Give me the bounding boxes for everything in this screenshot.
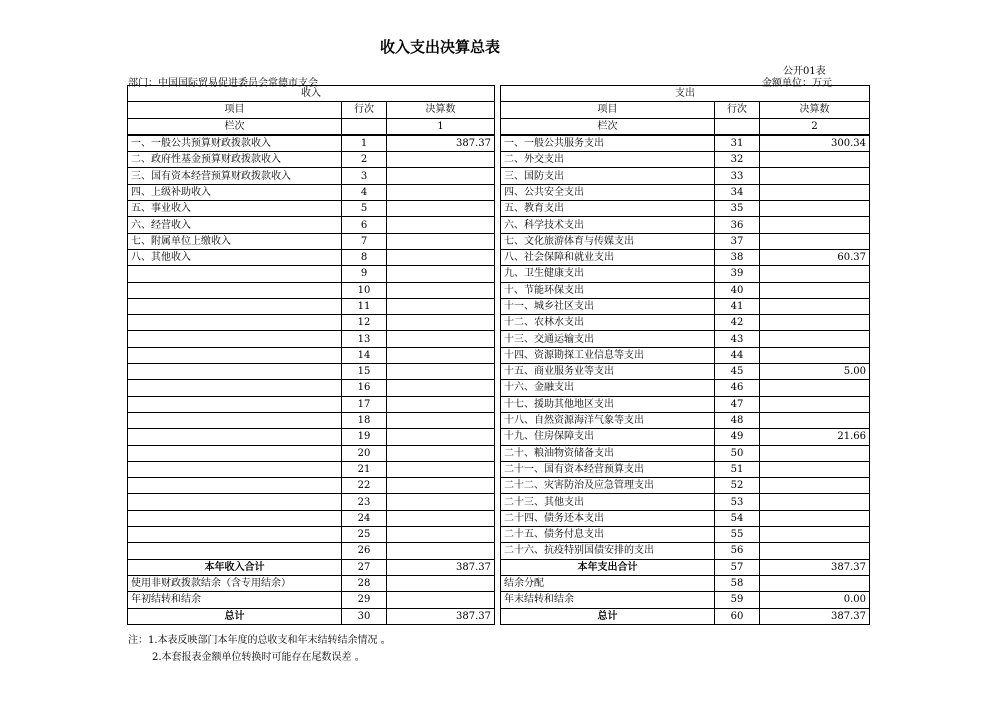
expense-item: 六、科学技术支出 <box>501 217 715 233</box>
expense-item: 四、公共安全支出 <box>501 184 715 200</box>
department-label: 部门：中国国际贸易促进委员会常德市支会 <box>128 78 318 89</box>
table-row <box>128 461 870 477</box>
expense-amount <box>760 168 870 184</box>
expense-seq: 58 <box>715 575 760 591</box>
income-amount <box>387 249 495 265</box>
expense-item: 十八、自然资源海洋气象等支出 <box>501 412 715 428</box>
income-amount <box>387 380 495 396</box>
table-row <box>128 608 870 624</box>
income-item: 二、政府性基金预算财政拨款收入 <box>128 152 342 168</box>
income-seq: 21 <box>342 461 387 477</box>
income-amount <box>387 412 495 428</box>
expense-seq: 51 <box>715 461 760 477</box>
expense-amount <box>760 331 870 347</box>
income-seq: 6 <box>342 217 387 233</box>
table-row <box>128 217 870 233</box>
expense-amount <box>760 233 870 249</box>
table-row <box>128 331 870 347</box>
expense-item: 十五、商业服务业等支出 <box>501 364 715 380</box>
income-item <box>128 461 342 477</box>
income-amount <box>387 461 495 477</box>
expense-section-header: 支出 <box>501 86 870 102</box>
income-item <box>128 266 342 282</box>
table-row <box>128 412 870 428</box>
income-seq: 20 <box>342 445 387 461</box>
expense-item: 二、外交支出 <box>501 152 715 168</box>
income-seq: 16 <box>342 380 387 396</box>
expense-item: 一、一般公共服务支出 <box>501 135 715 152</box>
income-seq: 23 <box>342 494 387 510</box>
expense-item: 二十五、债务付息支出 <box>501 527 715 543</box>
table-row <box>128 429 870 445</box>
expense-amount: 0.00 <box>760 592 870 608</box>
income-item <box>128 364 342 380</box>
income-item: 四、上级补助收入 <box>128 184 342 200</box>
expense-seq: 34 <box>715 184 760 200</box>
income-amount: 387.37 <box>387 608 495 624</box>
expense-seq: 59 <box>715 592 760 608</box>
expense-col-label: 栏次 <box>501 118 715 135</box>
income-item: 三、国有资本经营预算财政拨款收入 <box>128 168 342 184</box>
table-row <box>128 478 870 494</box>
income-seq: 25 <box>342 527 387 543</box>
expense-seq: 55 <box>715 527 760 543</box>
expense-amount <box>760 396 870 412</box>
expense-seq: 38 <box>715 249 760 265</box>
expense-seq: 40 <box>715 282 760 298</box>
income-seq: 27 <box>342 559 387 575</box>
expense-item: 七、文化旅游体育与传媒支出 <box>501 233 715 249</box>
table-row <box>128 201 870 217</box>
expense-amount <box>760 527 870 543</box>
table-row <box>128 249 870 265</box>
expense-seq: 57 <box>715 559 760 575</box>
form-number: 公开01表 <box>783 66 826 77</box>
expense-amount <box>760 445 870 461</box>
income-amount <box>387 364 495 380</box>
expense-seq: 48 <box>715 412 760 428</box>
table-row <box>128 559 870 575</box>
income-amount <box>387 575 495 591</box>
income-amount <box>387 445 495 461</box>
expense-amount: 300.34 <box>760 135 870 152</box>
expense-item: 三、国防支出 <box>501 168 715 184</box>
expense-item: 八、社会保障和就业支出 <box>501 249 715 265</box>
expense-item: 二十三、其他支出 <box>501 494 715 510</box>
income-amount <box>387 152 495 168</box>
column-number-row <box>128 118 870 135</box>
notes <box>128 632 391 666</box>
income-seq: 3 <box>342 168 387 184</box>
table-row <box>128 494 870 510</box>
income-seq: 10 <box>342 282 387 298</box>
income-item <box>128 478 342 494</box>
expense-amount <box>760 510 870 526</box>
income-item <box>128 315 342 331</box>
expense-seq: 56 <box>715 543 760 559</box>
expense-amount: 387.37 <box>760 608 870 624</box>
expense-item: 十三、交通运输支出 <box>501 331 715 347</box>
income-col-number: 1 <box>387 118 495 135</box>
expense-seq: 50 <box>715 445 760 461</box>
income-item-header: 项目 <box>128 102 342 118</box>
expense-seq: 53 <box>715 494 760 510</box>
table-row <box>128 396 870 412</box>
expense-item: 十九、住房保障支出 <box>501 429 715 445</box>
income-item <box>128 412 342 428</box>
expense-item: 总计 <box>501 608 715 624</box>
income-item <box>128 380 342 396</box>
income-seq: 11 <box>342 298 387 314</box>
expense-item: 十二、农林水支出 <box>501 315 715 331</box>
expense-item: 十、节能环保支出 <box>501 282 715 298</box>
expense-seq: 33 <box>715 168 760 184</box>
expense-seq: 37 <box>715 233 760 249</box>
note-1: 注：1.本表反映部门本年度的总收支和年末结转结余情况 。 <box>128 635 391 646</box>
income-item: 一、一般公共预算财政拨款收入 <box>128 135 342 152</box>
expense-amount <box>760 380 870 396</box>
income-amount <box>387 543 495 559</box>
income-seq: 12 <box>342 315 387 331</box>
expense-item: 二十四、债务还本支出 <box>501 510 715 526</box>
table-row <box>128 266 870 282</box>
income-amount <box>387 266 495 282</box>
income-seq: 2 <box>342 152 387 168</box>
income-seq-header: 行次 <box>342 102 387 118</box>
income-amount <box>387 347 495 363</box>
expense-item: 年末结转和结余 <box>501 592 715 608</box>
income-item <box>128 298 342 314</box>
expense-item: 十六、金融支出 <box>501 380 715 396</box>
income-item: 七、附属单位上缴收入 <box>128 233 342 249</box>
expense-seq: 31 <box>715 135 760 152</box>
expense-item: 十七、援助其他地区支出 <box>501 396 715 412</box>
expense-item: 二十、粮油物资储备支出 <box>501 445 715 461</box>
expense-amount <box>760 478 870 494</box>
expense-amount <box>760 315 870 331</box>
expense-seq: 43 <box>715 331 760 347</box>
income-item <box>128 510 342 526</box>
unit-label: 金额单位：万元 <box>762 78 832 89</box>
income-item <box>128 331 342 347</box>
expense-seq-header: 行次 <box>715 102 760 118</box>
table-row <box>128 168 870 184</box>
income-amount: 387.37 <box>387 559 495 575</box>
expense-item-header: 项目 <box>501 102 715 118</box>
expense-amount-header: 决算数 <box>760 102 870 118</box>
table-row <box>128 298 870 314</box>
income-item: 六、经营收入 <box>128 217 342 233</box>
income-col-label: 栏次 <box>128 118 342 135</box>
table-row <box>128 184 870 200</box>
income-item: 总计 <box>128 608 342 624</box>
income-seq: 7 <box>342 233 387 249</box>
income-seq: 13 <box>342 331 387 347</box>
income-amount <box>387 201 495 217</box>
income-amount <box>387 510 495 526</box>
income-amount <box>387 494 495 510</box>
table-row <box>128 315 870 331</box>
expense-col-seq-empty <box>715 118 760 135</box>
expense-amount <box>760 412 870 428</box>
income-amount <box>387 331 495 347</box>
expense-amount: 387.37 <box>760 559 870 575</box>
expense-item: 结余分配 <box>501 575 715 591</box>
income-seq: 29 <box>342 592 387 608</box>
income-seq: 18 <box>342 412 387 428</box>
income-amount <box>387 429 495 445</box>
income-col-seq-empty <box>342 118 387 135</box>
expense-item: 十四、资源勘探工业信息等支出 <box>501 347 715 363</box>
expense-seq: 54 <box>715 510 760 526</box>
expense-seq: 52 <box>715 478 760 494</box>
table-row <box>128 282 870 298</box>
income-amount <box>387 396 495 412</box>
expense-seq: 41 <box>715 298 760 314</box>
income-item <box>128 282 342 298</box>
expense-seq: 42 <box>715 315 760 331</box>
income-amount <box>387 217 495 233</box>
column-header-row <box>128 102 870 118</box>
expense-item: 本年支出合计 <box>501 559 715 575</box>
income-seq: 26 <box>342 543 387 559</box>
income-amount <box>387 282 495 298</box>
income-section-header: 收入 <box>128 86 495 102</box>
income-seq: 24 <box>342 510 387 526</box>
income-seq: 9 <box>342 266 387 282</box>
table-row <box>128 510 870 526</box>
income-amount <box>387 168 495 184</box>
table-row <box>128 135 870 152</box>
table-row <box>128 380 870 396</box>
expense-seq: 49 <box>715 429 760 445</box>
income-amount <box>387 527 495 543</box>
income-seq: 22 <box>342 478 387 494</box>
table-row <box>128 575 870 591</box>
income-amount <box>387 478 495 494</box>
expense-item: 二十六、抗疫特别国债安排的支出 <box>501 543 715 559</box>
income-item: 五、事业收入 <box>128 201 342 217</box>
income-amount: 387.37 <box>387 135 495 152</box>
section-header-row <box>128 86 870 102</box>
income-item <box>128 396 342 412</box>
income-item <box>128 527 342 543</box>
income-item: 八、其他收入 <box>128 249 342 265</box>
table-row <box>128 364 870 380</box>
income-amount <box>387 298 495 314</box>
expense-item: 九、卫生健康支出 <box>501 266 715 282</box>
expense-seq: 35 <box>715 201 760 217</box>
expense-amount <box>760 266 870 282</box>
income-item <box>128 445 342 461</box>
expense-amount <box>760 543 870 559</box>
income-item: 年初结转和结余 <box>128 592 342 608</box>
income-seq: 30 <box>342 608 387 624</box>
expense-seq: 36 <box>715 217 760 233</box>
table-row <box>128 543 870 559</box>
income-item: 本年收入合计 <box>128 559 342 575</box>
page-title: 收入支出决算总表 <box>379 38 500 56</box>
expense-item: 五、教育支出 <box>501 201 715 217</box>
income-seq: 17 <box>342 396 387 412</box>
expense-seq: 45 <box>715 364 760 380</box>
income-item <box>128 494 342 510</box>
income-item <box>128 429 342 445</box>
expense-amount <box>760 461 870 477</box>
expense-col-number: 2 <box>760 118 870 135</box>
expense-seq: 44 <box>715 347 760 363</box>
table-row <box>128 233 870 249</box>
expense-amount: 60.37 <box>760 249 870 265</box>
expense-amount: 21.66 <box>760 429 870 445</box>
expense-amount <box>760 347 870 363</box>
budget-table <box>127 85 870 625</box>
expense-amount <box>760 201 870 217</box>
income-amount <box>387 184 495 200</box>
income-seq: 1 <box>342 135 387 152</box>
table-row <box>128 347 870 363</box>
income-item <box>128 347 342 363</box>
expense-seq: 47 <box>715 396 760 412</box>
expense-amount <box>760 494 870 510</box>
expense-amount <box>760 217 870 233</box>
expense-amount: 5.00 <box>760 364 870 380</box>
income-seq: 28 <box>342 575 387 591</box>
income-amount <box>387 233 495 249</box>
table-row <box>128 527 870 543</box>
income-amount <box>387 592 495 608</box>
table-row <box>128 152 870 168</box>
income-item: 使用非财政拨款结余（含专用结余） <box>128 575 342 591</box>
note-2: 2.本套报表金额单位转换时可能存在尾数误差 。 <box>152 652 365 663</box>
table-row <box>128 445 870 461</box>
income-seq: 8 <box>342 249 387 265</box>
expense-item: 二十一、国有资本经营预算支出 <box>501 461 715 477</box>
expense-item: 十一、城乡社区支出 <box>501 298 715 314</box>
expense-seq: 46 <box>715 380 760 396</box>
expense-amount <box>760 152 870 168</box>
income-seq: 15 <box>342 364 387 380</box>
table-row <box>128 592 870 608</box>
expense-amount <box>760 184 870 200</box>
income-item <box>128 543 342 559</box>
expense-amount <box>760 298 870 314</box>
expense-seq: 39 <box>715 266 760 282</box>
income-amount-header: 决算数 <box>387 102 495 118</box>
expense-seq: 60 <box>715 608 760 624</box>
income-seq: 19 <box>342 429 387 445</box>
income-seq: 14 <box>342 347 387 363</box>
expense-item: 二十二、灾害防治及应急管理支出 <box>501 478 715 494</box>
expense-amount <box>760 575 870 591</box>
income-seq: 5 <box>342 201 387 217</box>
expense-amount <box>760 282 870 298</box>
income-amount <box>387 315 495 331</box>
expense-seq: 32 <box>715 152 760 168</box>
income-seq: 4 <box>342 184 387 200</box>
